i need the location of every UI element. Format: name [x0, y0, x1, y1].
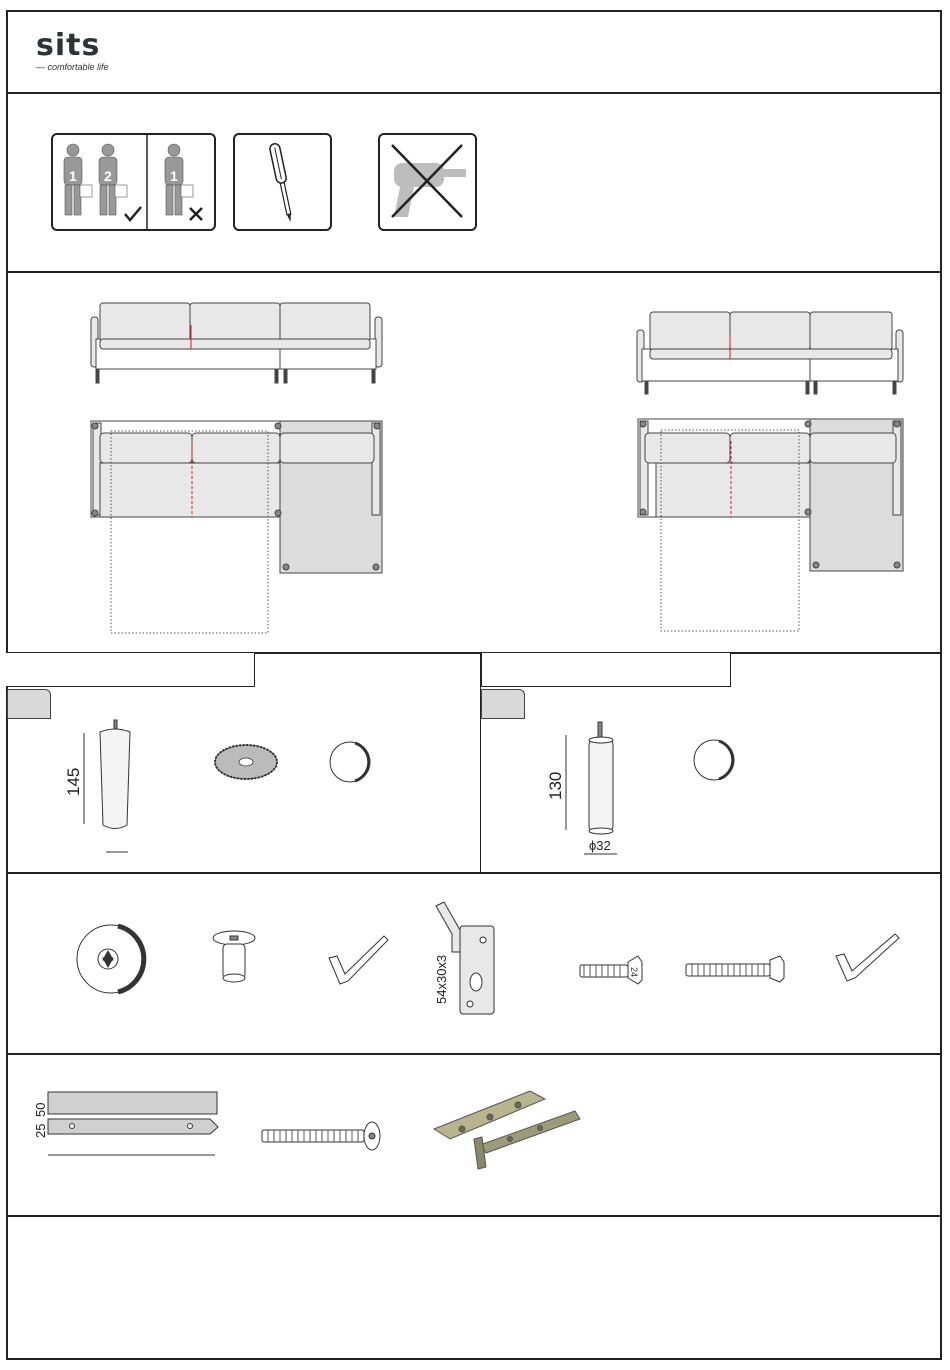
leg-diameter-label: ϕ32 — [589, 838, 611, 853]
screwdriver-icon — [233, 133, 332, 231]
leg-height-label: 130 — [546, 771, 565, 800]
sofa-top-right — [638, 419, 903, 571]
glide-icon — [694, 740, 734, 780]
sofa-front-left — [91, 303, 382, 383]
cam-bolt-icon — [213, 931, 255, 982]
check-icon — [125, 207, 141, 220]
allen-key-icon — [329, 936, 388, 984]
divider — [6, 92, 942, 94]
sofa-connector-icon — [434, 1091, 580, 1169]
divider — [6, 1215, 942, 1217]
washer-icon — [215, 745, 277, 779]
connector-dim-50: 50 — [33, 1102, 48, 1117]
connector-drawings — [0, 1055, 950, 1215]
leg-130-icon — [566, 722, 617, 854]
sofa-drawings — [0, 273, 950, 653]
brand-tagline: — comfortable life — [36, 62, 109, 72]
leg-145-icon — [84, 720, 130, 852]
hardware-drawings — [0, 874, 950, 1054]
cam-nut-icon — [77, 925, 145, 993]
sofa-top-left — [91, 421, 382, 573]
no-drill-icon — [378, 133, 477, 231]
no-drill-pictogram — [378, 133, 477, 231]
screwdriver-pictogram — [233, 133, 332, 231]
sits-logo — [36, 28, 109, 72]
screw-long-icon — [686, 956, 784, 982]
screw-label: 24 — [629, 967, 639, 978]
legs-drawings — [0, 672, 950, 872]
leg-height-label: 145 — [64, 767, 83, 796]
cross-icon — [190, 208, 202, 220]
person-single-label: 1 — [170, 168, 178, 184]
connector-bar-icon — [48, 1092, 218, 1155]
bracket-size-label: 54x30x3 — [434, 954, 449, 1004]
bolt-icon — [262, 1122, 380, 1150]
persons-icon — [51, 133, 216, 231]
brand-name: sits — [36, 28, 101, 63]
glide-icon — [330, 742, 370, 782]
persons-pictogram — [51, 133, 216, 231]
sofa-front-right — [637, 312, 903, 394]
person-2-label: 2 — [104, 168, 112, 184]
allen-key-icon — [836, 934, 899, 981]
person-1-label: 1 — [69, 168, 77, 184]
connector-dim-25: 25 — [33, 1123, 48, 1138]
